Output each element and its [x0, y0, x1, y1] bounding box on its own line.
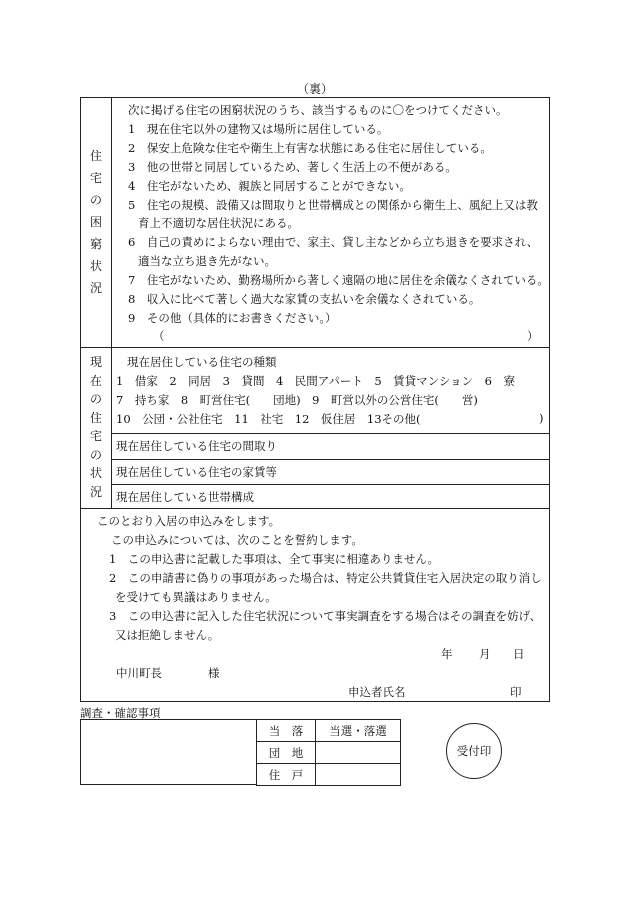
pledge-intro: この申込みについては、次のことを誓約します。: [111, 533, 363, 547]
hardship-option[interactable]: 7 住宅がないため、勤務場所から著しく遠隔の地に居住を余儀なくされている。: [128, 273, 549, 287]
survey-table: [256, 719, 401, 786]
survey-notes-box[interactable]: [80, 719, 256, 785]
rent-field[interactable]: 現在居住している住宅の家賃等: [116, 465, 277, 479]
row-divider: [111, 433, 549, 434]
housing-type-options[interactable]: 7 持ち家 8 町営住宅( 団地) 9 町営以外の公営住宅( 営): [116, 393, 478, 407]
result-value[interactable]: 当選・落選: [316, 720, 401, 742]
hardship-intro: 次に掲げる住宅の困窮状況のうち、該当するものに〇をつけてください。: [128, 103, 508, 117]
housing-type-close-paren: ): [539, 411, 544, 425]
result-label: 当 落: [257, 720, 316, 742]
section-divider: [81, 508, 549, 509]
date-month[interactable]: 月: [479, 647, 491, 661]
unit-label: 住 戸: [257, 764, 316, 786]
pledge-item: 1 この申込書に記載した事項は、全て事実に相違ありません。: [109, 552, 440, 566]
other-details-close-paren: ）: [527, 329, 539, 343]
pledge-item-continued: 又は拒絶しません。: [115, 628, 220, 642]
reception-stamp: 受付印: [446, 723, 502, 779]
table-row: [257, 764, 401, 786]
housing-type-options[interactable]: 1 借家 2 同居 3 貸間 4 民間アパート 5 賃貸マンション 6 寮: [116, 374, 515, 388]
floorplan-field[interactable]: 現在居住している住宅の間取り: [116, 439, 277, 453]
unit-value[interactable]: [316, 764, 401, 786]
complex-label: 団 地: [257, 742, 316, 764]
addressee: 中川町長: [116, 666, 162, 680]
housing-type-heading: 現在居住している住宅の種類: [127, 355, 277, 369]
hardship-option[interactable]: 3 他の世帯と同居しているため、著しく生活上の不便がある。: [128, 160, 457, 174]
hardship-option[interactable]: 1 現在住宅以外の建物又は場所に居住している。: [128, 122, 389, 136]
table-row: [257, 720, 401, 742]
current-housing-label: 現 在 の 住 宅 の 状 況: [89, 355, 102, 499]
pledge-item: 3 この申込書に記入した住宅状況について事実調査をする場合はその調査を妨げ、: [109, 609, 542, 623]
hardship-option[interactable]: 9 その他（具体的にお書きください。）: [128, 311, 337, 325]
honorific: 様: [208, 666, 220, 680]
hardship-option[interactable]: 8 収入に比べて著しく過大な家賃の支払いを余儀なくされている。: [128, 292, 481, 306]
household-field[interactable]: 現在居住している世帯構成: [116, 490, 254, 504]
hardship-option[interactable]: 4 住宅がないため、親族と同居することができない。: [128, 179, 411, 193]
applicant-name-label[interactable]: 申込者氏名: [348, 685, 406, 699]
hardship-option-continued: 育上不適切な居住状況にある。: [138, 216, 299, 230]
housing-type-options[interactable]: 10 公団・公社住宅 11 社宅 12 仮住居 13その他(: [116, 412, 421, 426]
table-row: [257, 742, 401, 764]
survey-title: 調査・確認事項: [80, 706, 161, 720]
page-title: （裏）: [296, 82, 333, 96]
date-year[interactable]: 年: [441, 647, 453, 661]
hardship-option[interactable]: 5 住宅の規模、設備又は間取りと世帯構成との関係から衛生上、風紀上又は教: [128, 198, 538, 212]
hardship-option-continued: 適当な立ち退き先がない。: [138, 254, 276, 268]
hardship-option[interactable]: 2 保安上危険な住宅や衛生上有害な状態にある住宅に居住している。: [128, 141, 492, 155]
pledge-item: 2 この申請書に偽りの事項があった場合は、特定公共賃貸住宅入居決定の取り消し: [109, 571, 542, 585]
section-divider: [81, 347, 549, 348]
other-details-open-paren: （: [153, 329, 165, 343]
row-divider: [111, 484, 549, 485]
housing-hardship-label: 住 宅 の 困 窮 状 況: [89, 149, 102, 295]
application-form-frame: [80, 97, 550, 702]
hardship-option[interactable]: 6 自己の責めによらない理由で、家主、貸し主などから立ち退きを要求され、: [128, 235, 539, 249]
complex-value[interactable]: [316, 742, 401, 764]
date-day[interactable]: 日: [513, 647, 525, 661]
label-column-divider: [111, 98, 112, 508]
pledge-item-continued: を受けても異議はありません。: [115, 590, 277, 604]
seal-mark: 印: [510, 685, 522, 699]
application-statement: このとおり入居の申込みをします。: [97, 514, 281, 528]
row-divider: [111, 459, 549, 460]
